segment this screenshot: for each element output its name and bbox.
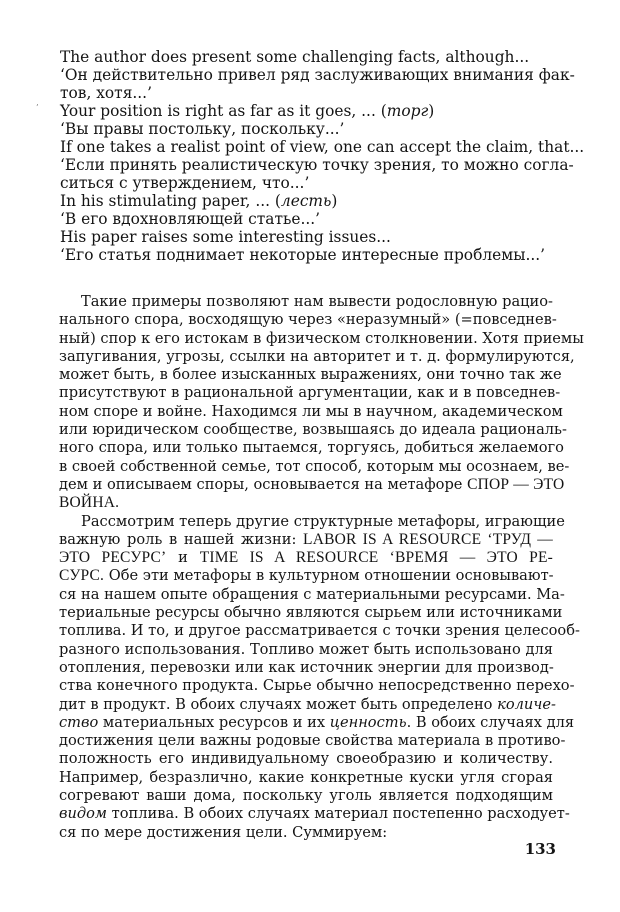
text-run: Обе эти метафоры в культурном отношении основывают- (104, 567, 554, 585)
text-line (59, 585, 565, 604)
body-text (59, 293, 584, 842)
text-line (59, 659, 553, 677)
text-run: положность его индивидуальному своеобразию и количеству. (59, 750, 553, 768)
text-run: достижения цели важны родовые свойства материала в противо- (59, 732, 566, 750)
text-line (59, 567, 553, 585)
text-run: ‘Если принять реалистическую точку зрения, то можно согла- (60, 156, 574, 174)
text-run: материальных ресурсов и их (98, 713, 330, 731)
italic-text: ценность (329, 713, 407, 731)
text-line (59, 805, 570, 823)
text-run: ном споре и войне. Находимся ли мы в научном, академическом (59, 402, 563, 420)
text-line (59, 494, 553, 512)
text-line (59, 787, 553, 805)
text-run: топлива. В обоих случаях материал постепенно расходует- (107, 805, 570, 823)
text-line (59, 475, 565, 494)
text-run: дит в продукт. В обоих случаях может быть определено (59, 695, 498, 713)
text-line (59, 641, 553, 659)
italic-text: количе- (497, 695, 556, 713)
text-line (59, 439, 564, 457)
metaphor-caps-text: LABOR IS A RESOURCE ‘ТРУД — (303, 530, 553, 548)
text-line (59, 750, 553, 768)
text-line (59, 384, 561, 402)
text-run: нального спора, восходящую через «неразумный» (=повседнев- (59, 311, 557, 329)
text-run: . В обоих случаях для (406, 713, 575, 731)
italic-text: торг (386, 102, 429, 120)
example-line (60, 138, 585, 156)
text-run: присутствуют в рациональной аргументации, как и в повседнев- (59, 384, 561, 402)
example-line (60, 192, 550, 210)
text-line (59, 366, 562, 384)
text-line (59, 713, 575, 732)
text-line (59, 402, 563, 421)
example-line (60, 84, 550, 102)
text-run: ‘Его статья поднимает некоторые интересные проблемы...’ (60, 246, 546, 264)
text-run: топлива. И то, и другое рассматривается с точки зрения целесооб- (59, 622, 580, 640)
italic-text: лесть (280, 192, 332, 210)
text-run: His paper raises some interesting issues... (60, 228, 391, 246)
text-line (59, 695, 556, 714)
example-line (60, 210, 550, 228)
example-line (60, 156, 574, 174)
text-run: ного спора, или только пытаемся, торгуясь, добиться желаемого (59, 439, 564, 457)
text-run: In his stimulating paper, ... ( (60, 192, 281, 210)
example-line (60, 228, 550, 246)
text-run: может быть, в более изысканных выражениях, они точно так же (59, 366, 562, 384)
text-line (59, 622, 580, 640)
italic-text: видом (59, 805, 108, 823)
text-run: The author does present some challenging facts, although... (60, 48, 530, 66)
text-run: ) (331, 192, 338, 210)
text-run: ‘В его вдохновляющей статье...’ (60, 210, 321, 228)
text-run: ) (428, 102, 435, 120)
margin-mark: ’ (36, 103, 39, 112)
text-line (59, 512, 565, 531)
example-line (60, 66, 575, 84)
text-line (59, 549, 553, 567)
example-line (60, 246, 550, 264)
text-run: Такие примеры позволяют нам вывести родословную рацио- (81, 293, 553, 310)
text-line (59, 677, 575, 695)
text-run: отопления, перевозки или как источник энергии для производ- (59, 658, 554, 676)
metaphor-caps-text: TIME IS A RESOURCE ‘ВРЕМЯ — ЭТО РЕ- (199, 549, 553, 567)
metaphor-caps-text: СУРС. (59, 567, 105, 585)
text-run: или юридическом сообществе, возвышаясь до идеала рациональ- (59, 421, 567, 439)
text-line (59, 293, 553, 311)
example-line (60, 102, 550, 120)
example-line (60, 174, 550, 192)
text-run: Рассмотрим теперь другие структурные метафоры, играющие (81, 512, 565, 530)
text-run: ‘Вы правы постольку, поскольку...’ (60, 120, 345, 138)
text-run: согревают ваши дома, поскольку уголь является подходящим (59, 787, 553, 805)
text-line (59, 347, 575, 366)
text-run: териальные ресурсы обычно являются сырьем или источниками (59, 604, 563, 622)
text-run: ситься с утверждением, что...’ (60, 174, 310, 192)
text-line (59, 824, 553, 842)
example-line (60, 120, 550, 138)
text-run: If one takes a realist point of view, one can accept the claim, that... (60, 138, 585, 156)
page-number: 133 (524, 840, 556, 858)
metaphor-caps-text: ВОЙНА. (59, 494, 120, 512)
text-line (59, 732, 566, 750)
metaphor-caps-text: СПОР — ЭТО (467, 475, 565, 493)
text-line (59, 311, 557, 329)
example-block (60, 48, 585, 264)
text-line (59, 421, 567, 439)
text-line (59, 769, 553, 787)
text-line (59, 329, 584, 348)
text-run: ся на нашем опыте обращения с материальными ресурсами. Ма- (59, 585, 565, 603)
text-run: ства конечного продукта. Сырье обычно непосредственно перехо- (59, 677, 575, 695)
text-run: ный) спор к его истокам в физическом столкновении. Хотя приемы (59, 329, 584, 347)
text-run: важную роль в нашей жизни: (59, 530, 304, 548)
example-line (60, 48, 550, 66)
metaphor-caps-text: ЭТО РЕСУРС’ (59, 549, 167, 567)
text-run: дем и описываем споры, основывается на метафоре (59, 475, 468, 493)
text-line (59, 531, 553, 549)
text-run: разного использования. Топливо может быть использовано для (59, 640, 553, 658)
text-run: Your position is right as far as it goes, ... ( (60, 102, 387, 120)
text-run: Например, безразлично, какие конкретные куски угля сгорая (59, 768, 553, 786)
text-run: запугивания, угрозы, ссылки на авторитет и т. д. формулируются, (59, 347, 575, 365)
italic-text: ство (59, 713, 99, 731)
text-line (59, 604, 563, 622)
text-run: ‘Он действительно привел ряд заслуживающих внимания фак- (60, 66, 575, 84)
text-run: ся по мере достижения цели. Суммируем: (59, 823, 388, 841)
text-run: и (166, 549, 200, 567)
text-run: в своей собственной семье, тот способ, которым мы осознаем, ве- (59, 457, 570, 475)
text-line (59, 457, 570, 476)
text-run: тов, хотя...’ (60, 84, 152, 102)
